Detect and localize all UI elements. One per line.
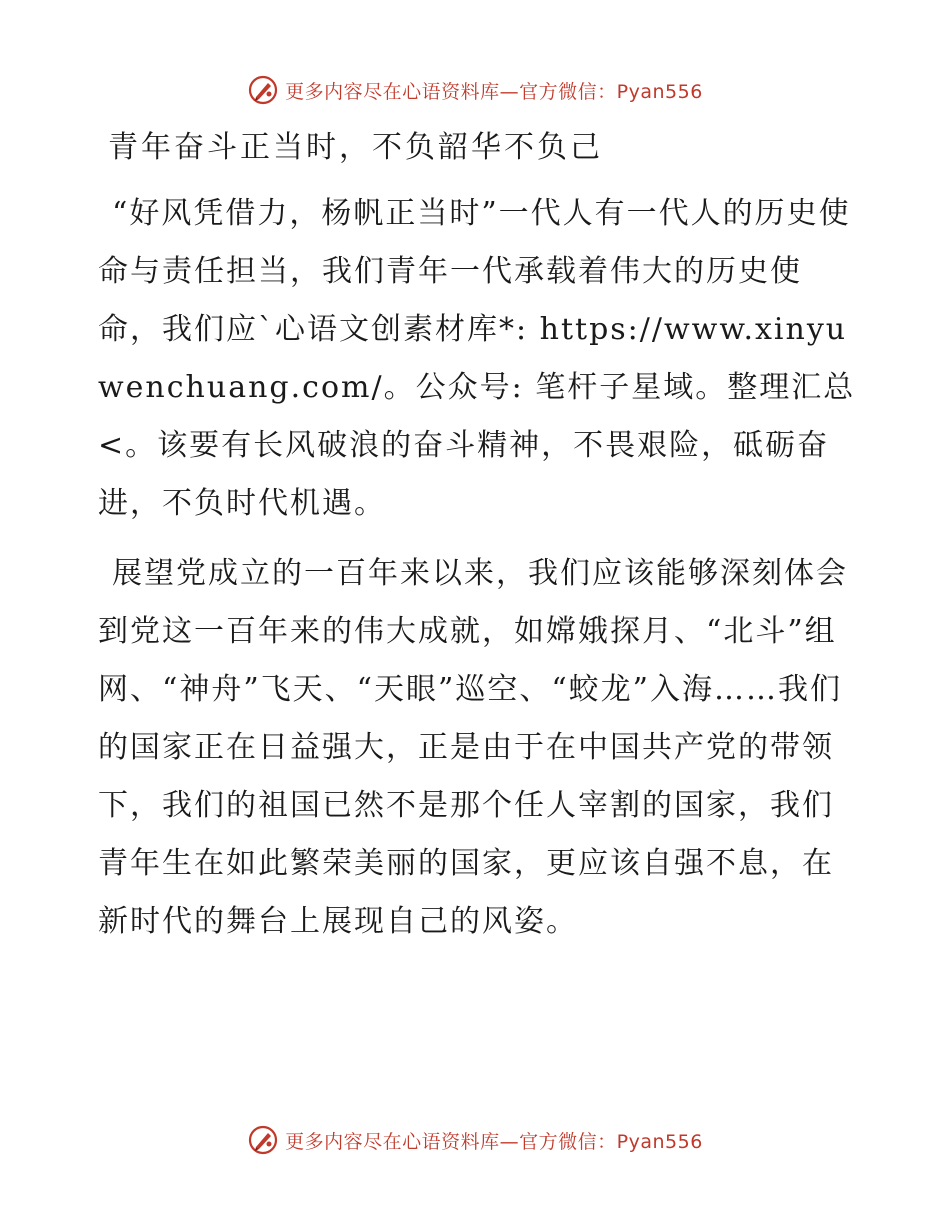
pen-logo-icon — [247, 74, 279, 106]
document-body — [98, 125, 858, 963]
watermark-text: 更多内容尽在心语资料库—官方微信：Pyan556 — [285, 80, 703, 103]
document-title: 青年奋斗正当时，不负韶华不负己 — [108, 130, 603, 165]
footer-watermark — [0, 1120, 950, 1160]
watermark-text: 更多内容尽在心语资料库—官方微信：Pyan556 — [285, 1130, 703, 1153]
pen-logo-icon — [247, 1124, 279, 1156]
paragraph-1: “好风凭借力，杨帆正当时”一代人有一代人的历史使命与责任担当，我们青年一代承载着伟大的历史使命，我们应`心语文创素材库*: https://www.xinyuwenchuang.com/。公众号: 笔杆子星域。整理汇总<。该要有长风破浪的奋斗精神，不畏艰险，砥砺奋进，不负时代机遇。 — [98, 196, 856, 521]
paragraph-2: 展望党成立的一百年来以来，我们应该能够深刻体会到党这一百年来的伟大成就，如嫦娥探月、“北斗”组网、“神舟”飞天、“天眼”巡空、“蛟龙”入海……我们的国家正在日益强大，正是由于在中国共产党的带领下，我们的祖国已然不是那个任人宰割的国家，我们青年生在如此繁荣美丽的国家，更应该自强不息，在新时代的舞台上展现自己的风姿。 — [98, 556, 848, 939]
header-watermark — [0, 70, 950, 110]
